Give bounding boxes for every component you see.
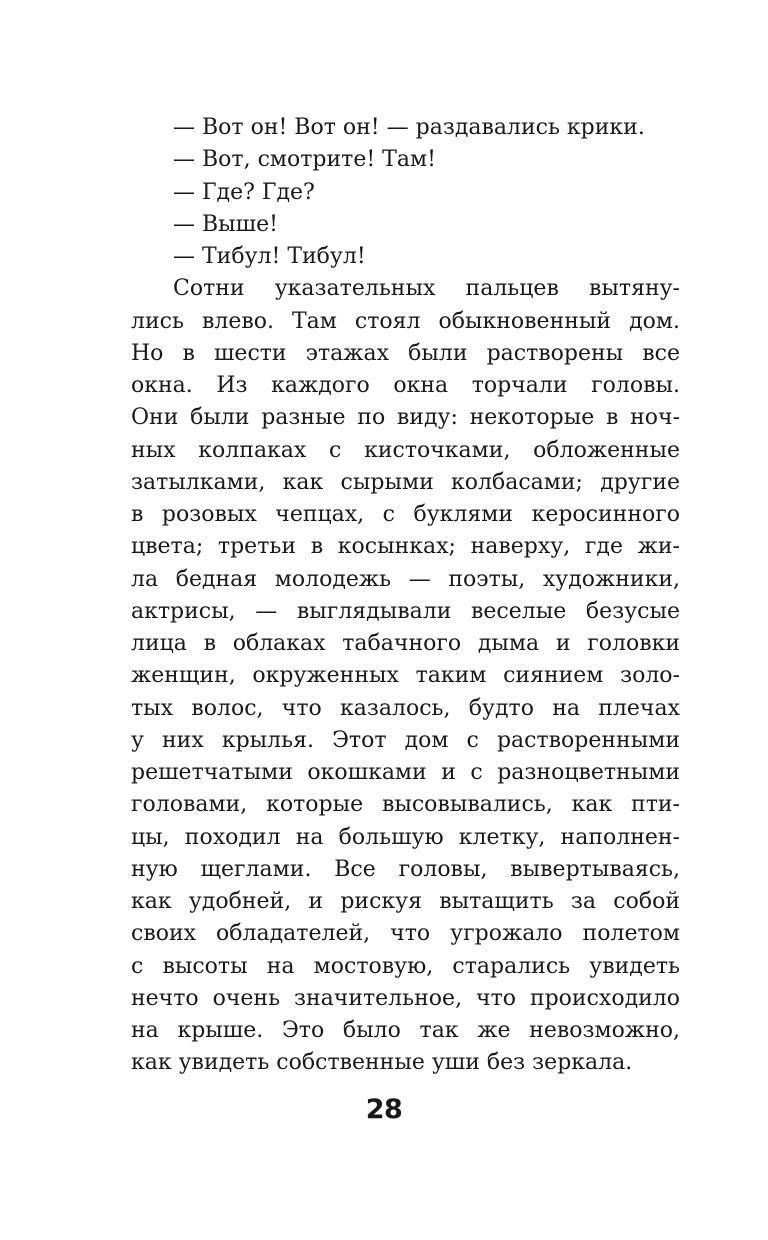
paragraph-line: Но в шести этажах были растворены все — [131, 340, 680, 366]
dialog-line: — Тибул! Тибул! — [173, 244, 366, 269]
dialog-line: — Выше! — [173, 211, 278, 237]
paragraph-line: цы, походил на большую клетку, наполнен- — [131, 824, 680, 850]
paragraph-line: лица в облаках табачного дыма и головки — [131, 631, 680, 656]
dialog-line: — Вот он! Вот он! — раздавались крики. — [173, 115, 645, 140]
paragraph-line: Сотни указательных пальцев вытяну- — [173, 276, 680, 302]
page-number: 28 — [365, 1094, 403, 1125]
paragraph-line: как удобней, и рискуя вытащить за собой — [131, 889, 680, 914]
paragraph-line: женщин, окруженных таким сиянием золо- — [131, 663, 680, 689]
dialog-line: — Где? Где? — [173, 179, 315, 205]
paragraph-line: в розовых чепцах, с буклями керосинного — [131, 502, 680, 527]
paragraph-line: затылками, как сырыми колбасами; другие — [131, 469, 680, 495]
paragraph-line: ла бедная молодежь — поэты, художники, — [131, 566, 680, 592]
body-text — [131, 112, 680, 1080]
paragraph-line: ных колпаках с кисточками, обложенные — [131, 437, 680, 463]
paragraph-line: как увидеть собственные уши без зеркала. — [131, 1050, 633, 1076]
paragraph-line: цвета; третьи в косынках; наверху, где жи- — [131, 534, 680, 560]
paragraph-line: на крыше. Это было так же невозможно, — [131, 1018, 680, 1043]
paragraph-line: окна. Из каждого окна торчали головы. — [131, 373, 680, 398]
paragraph-line: решетчатыми окошками и с разноцветными — [131, 760, 680, 785]
paragraph-line: у них крылья. Этот дом с растворенными — [131, 727, 680, 753]
paragraph-line: нечто очень значительное, что происходило — [131, 985, 680, 1011]
paragraph-line: Они были разные по виду: некоторые в ноч- — [131, 405, 680, 431]
paragraph-line: своих обладателей, что угрожало полетом — [131, 921, 680, 947]
paragraph-line: с высоты на мостовую, старались увидеть — [131, 953, 680, 979]
paragraph-line: головами, которые высовывались, как пти- — [131, 792, 680, 818]
paragraph-line: тых волос, что казалось, будто на плечах — [131, 695, 680, 721]
paragraph-line: ную щеглами. Все головы, вывертываясь, — [131, 856, 680, 882]
paragraph-line: лись влево. Там стоял обыкновенный дом. — [131, 308, 680, 334]
paragraph-line: актрисы, — выглядывали веселые безусые — [131, 598, 680, 624]
dialog-line: — Вот, смотрите! Там! — [173, 147, 436, 173]
